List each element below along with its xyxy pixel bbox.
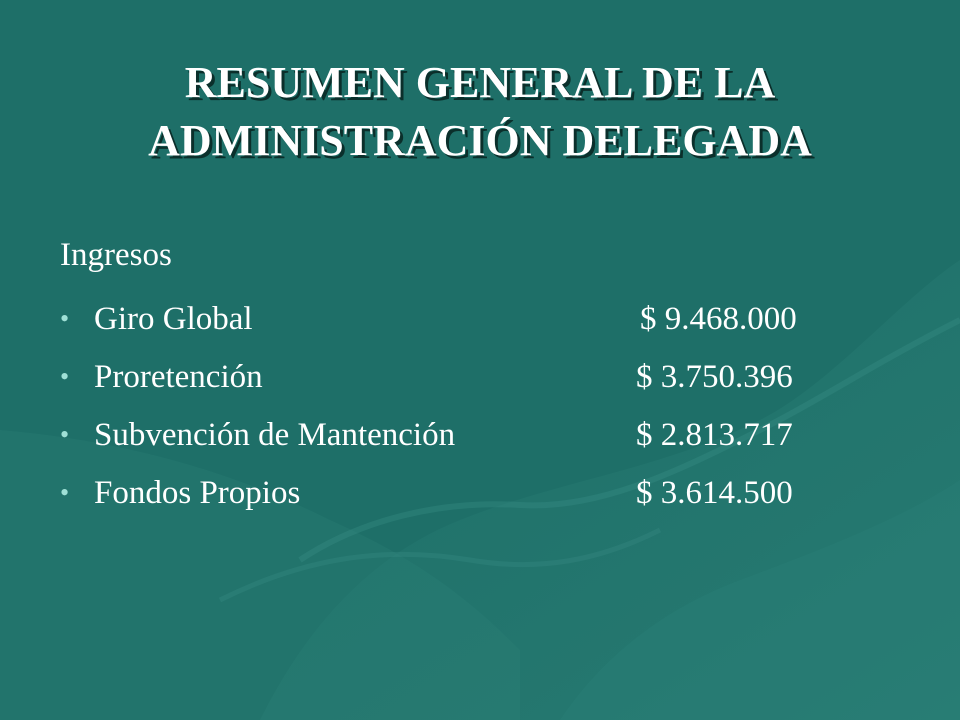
- income-item-label: Proretención: [94, 359, 263, 395]
- income-item-amount: $ 9.468.000: [640, 301, 797, 337]
- income-item-amount: $ 3.750.396: [636, 359, 793, 395]
- income-item-amount: $ 3.614.500: [636, 475, 793, 511]
- bullet-icon: •: [60, 420, 70, 449]
- bullet-icon: •: [60, 362, 70, 391]
- section-heading-ingresos: Ingresos: [60, 237, 172, 273]
- bullet-icon: •: [60, 478, 70, 507]
- slide-title: [40, 54, 920, 170]
- income-item-label: Giro Global: [94, 301, 253, 337]
- income-item-label: Fondos Propios: [94, 475, 301, 511]
- title-line-1: RESUMEN GENERAL DE LA: [184, 58, 776, 107]
- income-item-label: Subvención de Mantención: [94, 417, 456, 453]
- income-item-proretencion: [60, 352, 880, 410]
- bullet-icon: •: [60, 304, 70, 333]
- income-item-amount: $ 2.813.717: [636, 417, 793, 453]
- income-item-fondos-propios: [60, 468, 880, 526]
- income-item-giro-global: [60, 294, 880, 352]
- title-line-2: ADMINISTRACIÓN DELEGADA: [148, 116, 812, 165]
- income-item-subvencion: [60, 410, 880, 468]
- income-list: [60, 294, 880, 526]
